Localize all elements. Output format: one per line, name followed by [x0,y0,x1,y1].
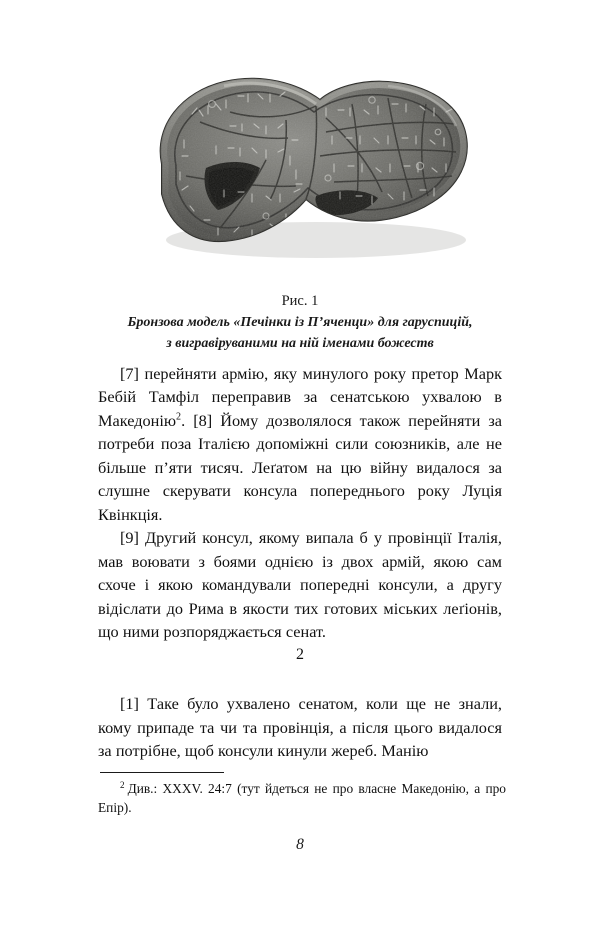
footnote-reference-2[interactable]: 2 [176,411,182,423]
footnote-body: Див.: XXXV. 24:7 (тут йдеться не про власне Македонію, а про Епір). [98,781,506,815]
footnote-separator-rule [100,772,224,773]
footnote-2 [98,780,506,818]
figure-number: Рис. 1 [281,293,319,309]
page-number: 8 [296,836,304,853]
paragraph-9: [9] Другий консул, якому випала б у провінції Італія, мав воювати з боями однією із двох армій, якою сам схоче і якою командували попередні консули, а другу відіслати до Рима в якости тих готових міських леґіонів, що ними розпоряджається сенат. [98,528,502,641]
figure-caption-line-2: з вигравіруваними на ній іменами божеств [166,336,434,352]
figure-caption [0,291,600,354]
footnote-marker: 2 [120,779,125,790]
figure-caption-line-1: Бронзова модель «Печінки із П’яченци» для гаруспицій, [127,315,473,331]
paragraph-7-8-part-2: . [8] Йому дозволялося також перейняти за потреби поза Італією допоміжні сили союзників, але не більше п’яти тисяч. Леґатом на цю війну видалося за слушне скерувати консула попереднього року Луція Квінкція. [98,410,502,524]
bronze-liver-of-piacenza-illustration [120,60,480,275]
figure-image [120,60,480,275]
footnote-area [98,772,506,818]
paragraph-1: [1] Таке було ухвалено сенатом, коли ще не знали, кому припаде та чи та провінція, а після цього видалося за потрібне, щоб консули кинули жереб. Манію [98,694,502,761]
body-text [98,362,502,763]
paragraph-7-8-part-1: [7] перейняти армію, яку минулого року претор Марк Бебій Тамфіл переправив за сенатською ухвалою в Македонію [98,364,502,430]
paragraph-7-8 [98,362,502,526]
figure-block [0,60,600,354]
section-number: 2 [296,646,304,664]
